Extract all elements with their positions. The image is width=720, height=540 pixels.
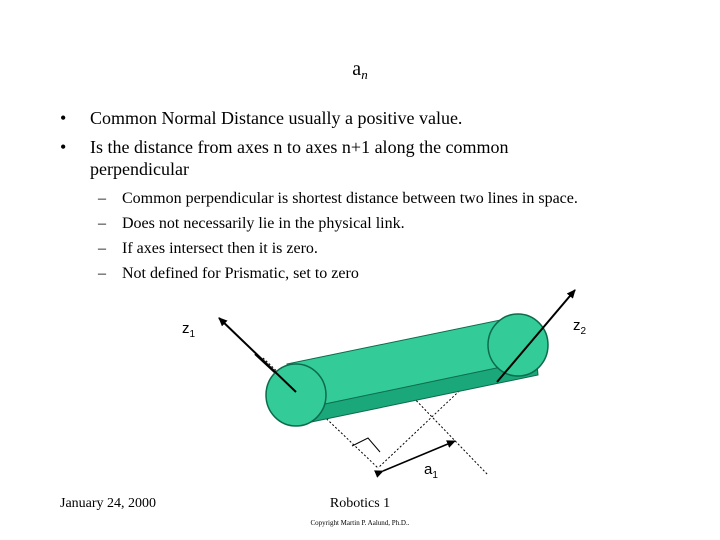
- z1-axis-arrow: [219, 318, 296, 392]
- joint2-circle: [488, 314, 548, 376]
- dash-mark: –: [98, 190, 106, 207]
- z2-label-subscript: 2: [580, 326, 587, 337]
- z2-label-main: z: [573, 317, 581, 334]
- common-perpendicular-line: [408, 392, 488, 475]
- title-subscript: n: [361, 67, 368, 82]
- bullet-mark: •: [60, 137, 67, 157]
- dash-mark: –: [98, 240, 106, 257]
- dash-mark: –: [98, 215, 106, 232]
- footer-course: Robotics 1: [329, 496, 391, 511]
- z1-label-subscript: 1: [189, 329, 196, 340]
- footer-date: January 24, 2000: [60, 496, 157, 511]
- a1-distance-arrow: [383, 441, 455, 471]
- bullet-text-continued: perpendicular: [90, 159, 189, 179]
- footer-copyright: Copyright Martin P. Aalund, Ph.D..: [310, 519, 410, 527]
- sub-bullet-text: If axes intersect then it is zero.: [122, 240, 318, 257]
- a1-label-main: a: [424, 461, 433, 478]
- sub-bullet-text: Does not necessarily lie in the physical link.: [122, 215, 405, 232]
- bullet-mark: •: [60, 108, 67, 128]
- a1-label-subscript: 1: [432, 470, 438, 481]
- sub-bullet-text: Common perpendicular is shortest distance between two lines in space.: [122, 190, 578, 207]
- title-main: a: [352, 58, 362, 80]
- right-angle-marker: [352, 438, 380, 452]
- dash-mark: –: [98, 265, 106, 282]
- bullet-text: Common Normal Distance usually a positive value.: [90, 108, 463, 128]
- z2-label: [573, 317, 586, 337]
- z1-label-main: z: [182, 320, 190, 337]
- bullet-text: Is the distance from axes n to axes n+1 along the common: [90, 137, 509, 157]
- z1-label: [182, 320, 195, 340]
- a1-label: [424, 461, 438, 481]
- sub-bullet-text: Not defined for Prismatic, set to zero: [122, 265, 359, 282]
- joint1-circle: [266, 364, 326, 426]
